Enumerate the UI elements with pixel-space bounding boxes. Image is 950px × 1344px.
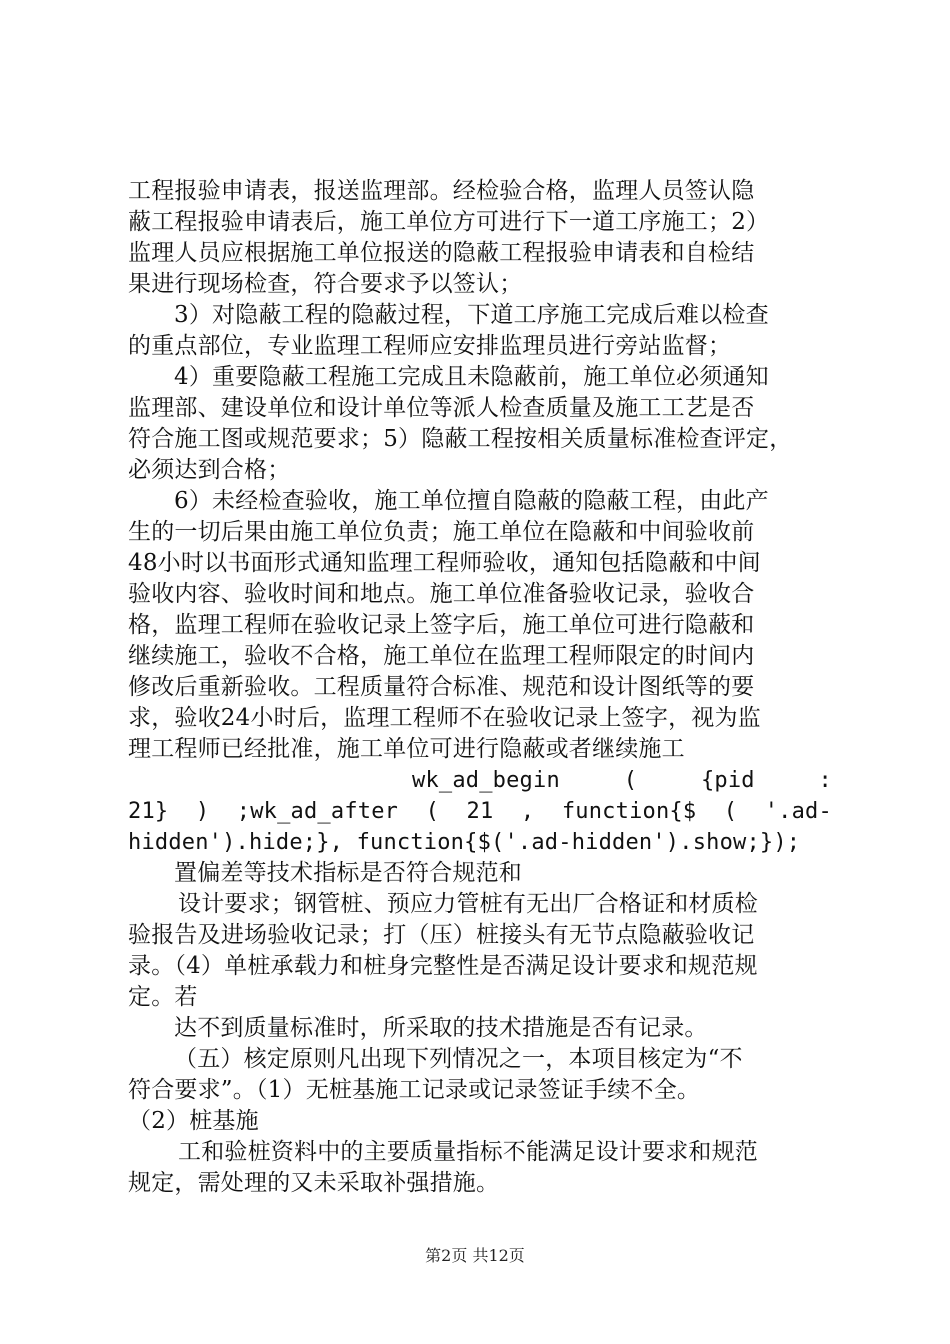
text-line: （2）桩基施	[128, 1108, 259, 1134]
text-line: 3）对隐蔽工程的隐蔽过程，下道工序施工完成后难以检查	[174, 302, 769, 328]
code-token: ;wk_ad_after	[236, 799, 399, 824]
text-line: 格，监理工程师在验收记录上签字后，施工单位可进行隐蔽和	[128, 612, 755, 638]
code-token: '.ad-	[764, 799, 832, 824]
code-token: (	[723, 799, 738, 824]
text-line: 验收内容、验收时间和地点。施工单位准备验收记录，验收合	[128, 581, 755, 607]
code-token: ,	[520, 799, 535, 824]
code-token: wk_ad_begin	[412, 768, 560, 793]
text-line: 置偏差等技术指标是否符合规范和	[174, 860, 522, 886]
code-line: hidden').hide;}, function{$('.ad-hidden').show;});	[128, 830, 801, 855]
code-token: 21}	[128, 799, 169, 824]
text-line: 符合要求”。（1）无桩基施工记录或记录签证手续不全。	[128, 1077, 701, 1103]
code-token: function{$	[561, 799, 697, 824]
text-line: 6）未经检查验收，施工单位擅自隐蔽的隐蔽工程，由此产	[174, 488, 769, 514]
text-line: 设计要求；钢管桩、预应力管桩有无出厂合格证和材质检	[178, 891, 758, 917]
text-line: 验报告及进场验收记录；打（压）桩接头有无节点隐蔽验收记	[128, 922, 755, 948]
text-line: 继续施工，验收不合格，施工单位在监理工程师限定的时间内	[128, 643, 755, 669]
page-number-footer: 第2页 共12页	[425, 1246, 525, 1265]
text-line: 定。若	[128, 984, 198, 1010]
code-token: (	[425, 799, 440, 824]
text-line: 工程报验申请表，报送监理部。经检验合格，监理人员签认隐	[128, 178, 755, 204]
text-line: 监理人员应根据施工单位报送的隐蔽工程报验申请表和自检结	[128, 240, 755, 266]
text-line: 必须达到合格；	[128, 457, 291, 483]
text-line: 的重点部位，专业监理工程师应安排监理员进行旁站监督；	[128, 333, 732, 359]
text-line: 录。（4）单桩承载力和桩身完整性是否满足设计要求和规范规	[128, 953, 758, 979]
code-line	[128, 796, 832, 827]
text-line: 蔽工程报验申请表后，施工单位方可进行下一道工序施工；2）	[128, 209, 770, 235]
text-line: 规定，需处理的又未采取补强措施。	[128, 1170, 500, 1196]
text-line: （五）核定原则凡出现下列情况之一，本项目核定为“不	[174, 1046, 743, 1072]
code-line	[128, 765, 832, 796]
text-line: 4）重要隐蔽工程施工完成且未隐蔽前，施工单位必须通知	[174, 364, 769, 390]
text-line: 符合施工图或规范要求；5）隐蔽工程按相关质量标准检查评定，	[128, 426, 793, 452]
text-line: 生的一切后果由施工单位负责；施工单位在隐蔽和中间验收前	[128, 519, 755, 545]
text-line: 工和验桩资料中的主要质量指标不能满足设计要求和规范	[178, 1139, 758, 1165]
text-line: 求，验收24小时后，监理工程师不在验收记录上签字，视为监	[128, 705, 761, 731]
text-line: 达不到质量标准时，所采取的技术措施是否有记录。	[174, 1015, 708, 1041]
text-line: 修改后重新验收。工程质量符合标准、规范和设计图纸等的要	[128, 674, 755, 700]
code-token: :	[818, 768, 832, 793]
code-token: )	[195, 799, 210, 824]
code-token: (	[623, 768, 638, 793]
text-line: 48小时以书面形式通知监理工程师验收，通知包括隐蔽和中间	[128, 550, 761, 576]
document-body	[128, 176, 832, 1199]
text-line: 监理部、建设单位和设计单位等派人检查质量及施工工艺是否	[128, 395, 755, 421]
code-token: {pid	[700, 768, 755, 793]
text-line: 理工程师已经批准，施工单位可进行隐蔽或者继续施工	[128, 736, 685, 762]
code-token: 21	[466, 799, 494, 824]
text-line: 果进行现场检查，符合要求予以签认；	[128, 271, 523, 297]
